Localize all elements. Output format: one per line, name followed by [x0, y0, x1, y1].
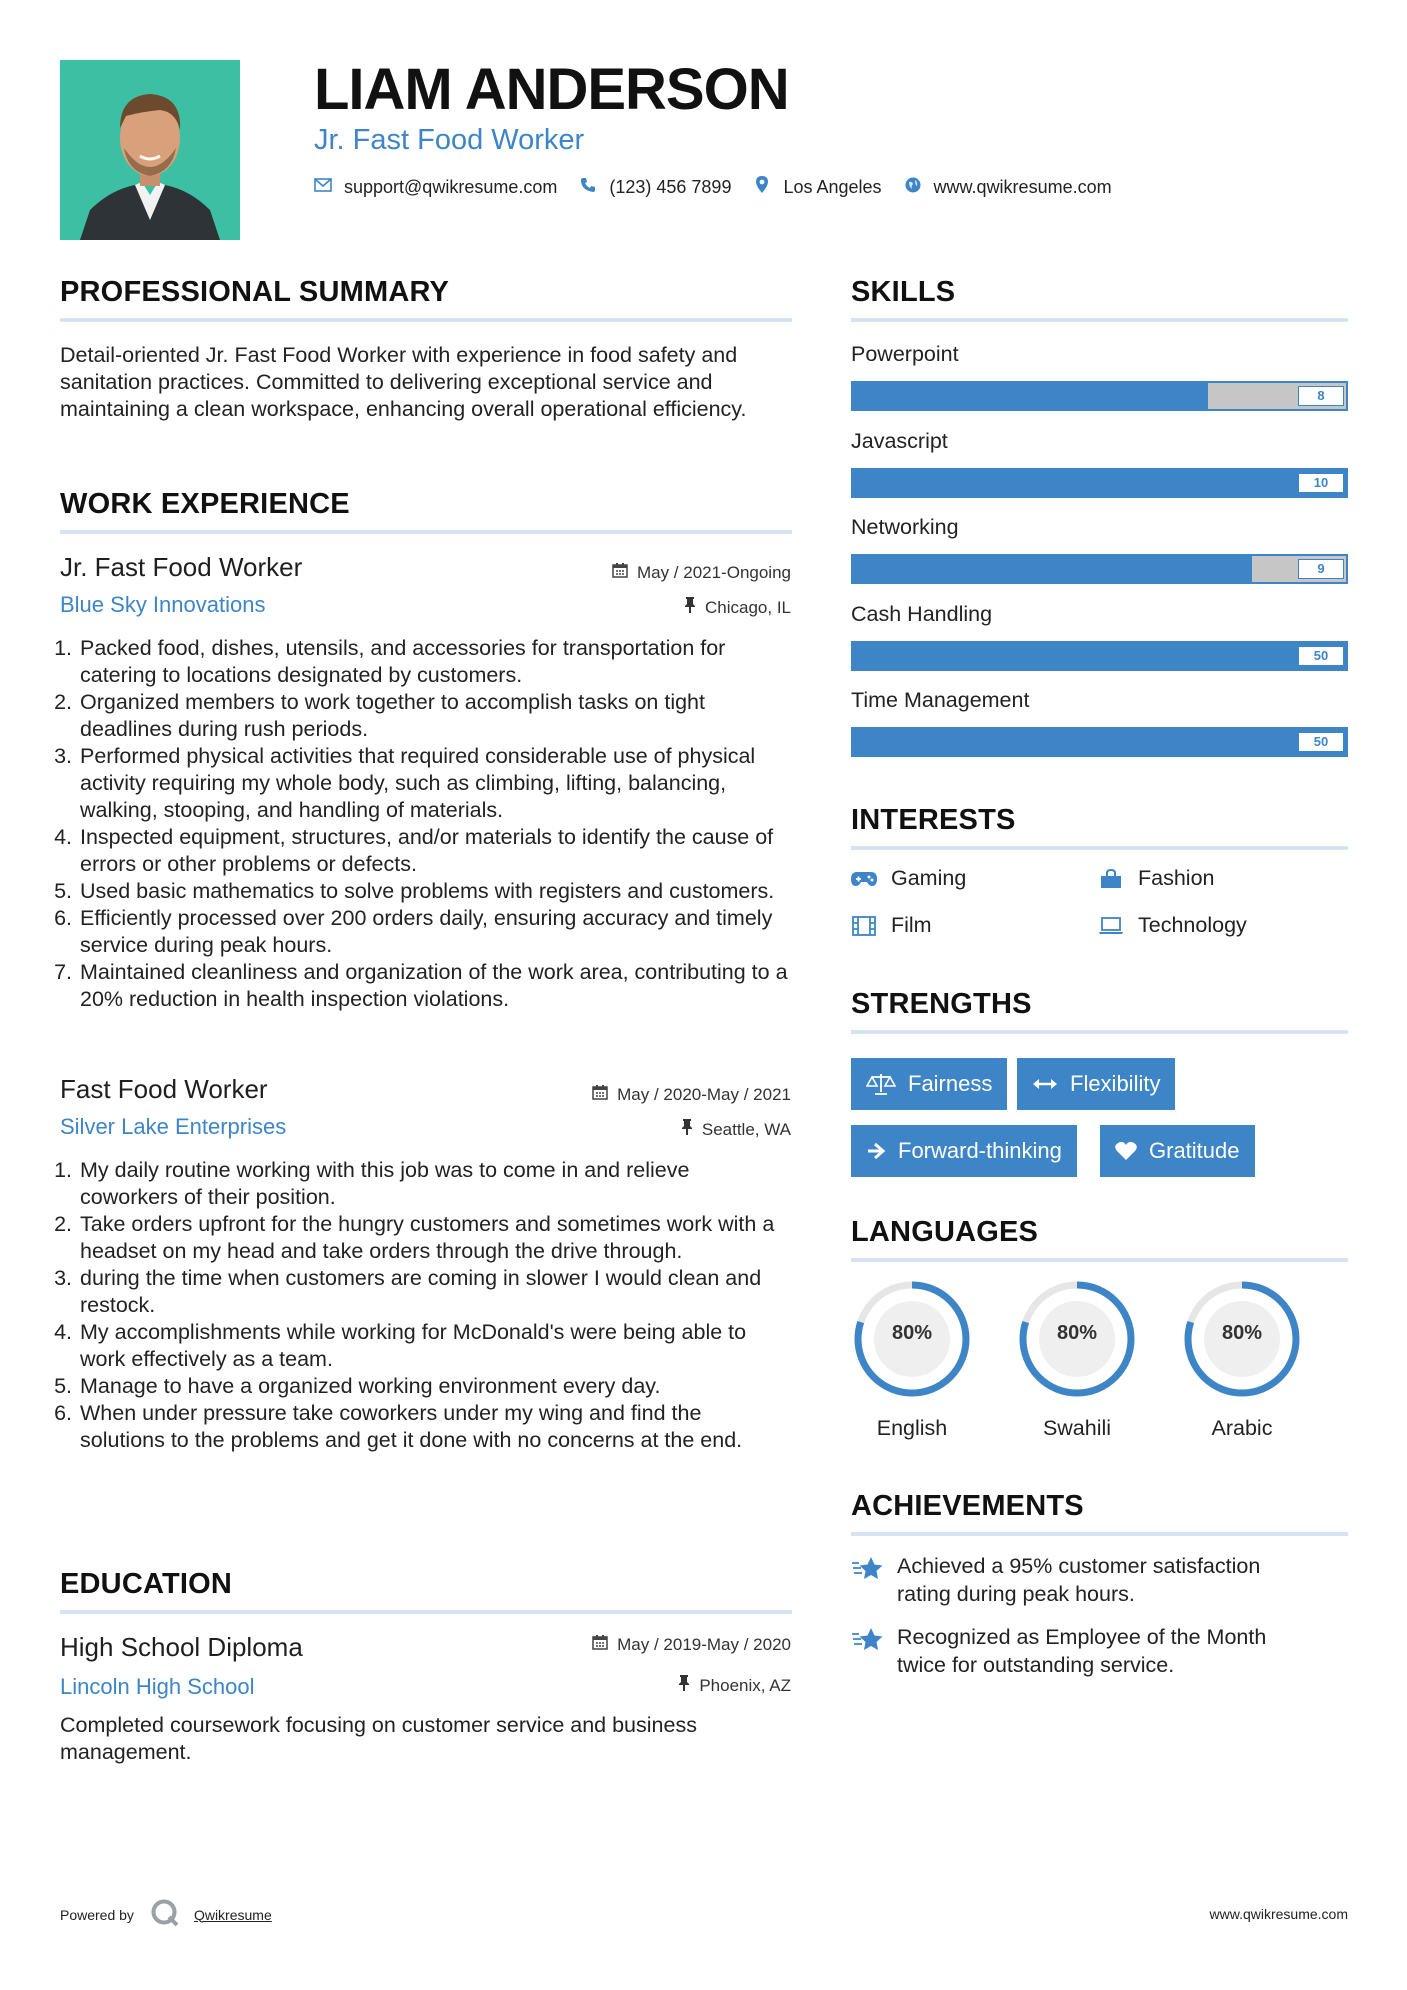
star-badge-icon [851, 1623, 885, 1679]
gamepad-icon [851, 871, 877, 887]
interests-divider [851, 846, 1348, 850]
skill-name: Javascript [851, 428, 948, 453]
language-name: English [876, 1416, 948, 1440]
contact-email-text: support@qwikresume.com [344, 176, 558, 197]
skill-name: Cash Handling [851, 601, 993, 626]
education-heading: EDUCATION [60, 1568, 233, 1600]
heart-icon [1115, 1141, 1137, 1161]
list-item: 1. Packed food, dishes, utensils, and accessories for transportation for catering to locations designated by customers. [78, 635, 790, 689]
achievement-item [851, 1623, 1311, 1679]
job-company: Silver Lake Enterprises [60, 1114, 287, 1139]
degree-title: High School Diploma [60, 1632, 303, 1662]
education-date [592, 1634, 791, 1655]
arrow-right-icon [866, 1142, 886, 1160]
job-bullets [60, 1157, 790, 1454]
language-name: Arabic [1211, 1416, 1273, 1440]
candidate-name: LIAM ANDERSON [314, 57, 789, 122]
job-title: Jr. Fast Food Worker [60, 552, 303, 582]
list-item: 2. Organized members to work together to accomplish tasks on tight deadlines during rush periods. [78, 689, 790, 743]
strength-tag-gratitude [1100, 1125, 1255, 1177]
interest-item-film [851, 913, 932, 938]
calendar-icon [592, 1634, 608, 1655]
list-item: 7. Maintained cleanliness and organization of the work area, contributing to a 20% reduction in health inspection violations. [78, 959, 790, 1013]
strength-label: Flexibility [1070, 1071, 1161, 1096]
list-item: 6. When under pressure take coworkers under my wing and find the solutions to the problems and get it done with no concerns at the end. [78, 1400, 790, 1454]
strengths-divider [851, 1030, 1348, 1034]
map-marker-icon [753, 176, 771, 198]
skill-bar [851, 554, 1348, 584]
job-date-text: May / 2020-May / 2021 [617, 1084, 791, 1104]
education-date-text: May / 2019-May / 2020 [617, 1634, 791, 1654]
skill-bar [851, 381, 1348, 411]
education-divider [60, 1610, 792, 1614]
strength-tag-fairness [851, 1058, 1007, 1110]
skill-level-badge: 8 [1298, 386, 1344, 406]
summary-heading: PROFESSIONAL SUMMARY [60, 276, 450, 308]
skill-level-badge: 10 [1298, 473, 1344, 493]
achievements-heading: ACHIEVEMENTS [851, 1490, 1084, 1522]
skill-bar [851, 641, 1348, 671]
achievement-item [851, 1552, 1311, 1608]
footer-website[interactable]: www.qwikresume.com [1209, 1906, 1348, 1922]
phone-icon [579, 177, 597, 198]
pushpin-icon [684, 597, 696, 618]
interests-heading: INTERESTS [851, 804, 1016, 836]
job-date [612, 562, 791, 583]
contact-phone[interactable] [579, 177, 731, 198]
star-badge-icon [851, 1552, 885, 1608]
list-item: 4. Inspected equipment, structures, and/or materials to identify the cause of errors or other problems or defects. [78, 824, 790, 878]
skill-bar-fill [853, 729, 1346, 755]
language-item [1181, 1278, 1303, 1441]
skill-bar-fill [853, 383, 1208, 409]
balance-scale-icon [866, 1073, 896, 1095]
powered-by-label: Powered by [60, 1906, 134, 1923]
strength-label: Fairness [908, 1071, 993, 1096]
list-item: 1. My daily routine working with this job was to come in and relieve coworkers of their position. [78, 1157, 790, 1211]
footer-powered-by [60, 1898, 272, 1931]
language-percent: 80% [891, 1322, 933, 1344]
list-item: 2. Take orders upfront for the hungry customers and sometimes work with a headset on my head and take orders through the drive through. [78, 1211, 790, 1265]
list-item: 3. during the time when customers are coming in slower I would clean and restock. [78, 1265, 790, 1319]
skill-bar [851, 727, 1348, 757]
skill-name: Time Management [851, 688, 1030, 712]
school-name: Lincoln High School [60, 1674, 255, 1699]
education-location-text: Phoenix, AZ [699, 1675, 791, 1695]
skill-bar-fill [853, 470, 1346, 496]
list-item: 3. Performed physical activities that required considerable use of physical activity requiring my whole body, such as climbing, lifting, balancing, walking, stooping, and handling of materials. [78, 743, 790, 824]
summary-divider [60, 318, 792, 322]
calendar-icon [612, 562, 628, 583]
skills-heading: SKILLS [851, 276, 956, 308]
pushpin-icon [681, 1119, 693, 1140]
contact-location-text: Los Angeles [783, 176, 882, 197]
contact-email[interactable] [314, 177, 557, 198]
list-item: 6. Efficiently processed over 200 orders daily, ensuring accuracy and timely service during peak hours. [78, 905, 790, 959]
job-location [681, 1119, 791, 1140]
interest-label: Technology [1138, 913, 1247, 937]
contact-location [753, 176, 881, 198]
contact-website[interactable] [904, 177, 1112, 198]
achievement-text: Recognized as Employee of the Month twice for outstanding service. [897, 1625, 1267, 1677]
arrows-horizontal-icon [1032, 1077, 1058, 1091]
achievements-divider [851, 1532, 1348, 1536]
skill-level-badge: 50 [1298, 732, 1344, 752]
pushpin-icon [678, 1675, 690, 1696]
interest-item-fashion [1098, 866, 1215, 891]
experience-heading: WORK EXPERIENCE [60, 488, 350, 520]
skill-bar-fill [853, 556, 1252, 582]
education-description: Completed coursework focusing on customer service and business management. [60, 1713, 697, 1764]
languages-heading: LANGUAGES [851, 1216, 1039, 1248]
qwikresume-link[interactable]: Qwikresume [193, 1906, 272, 1923]
contact-website-text: www.qwikresume.com [933, 176, 1112, 197]
list-item: 5. Used basic mathematics to solve problems with registers and customers. [78, 878, 790, 905]
language-name: Swahili [1042, 1416, 1112, 1440]
language-percent: 80% [1221, 1322, 1263, 1344]
shopping-bag-icon [1098, 869, 1124, 889]
skill-name: Powerpoint [851, 342, 959, 366]
job-date [592, 1084, 791, 1105]
languages-divider [851, 1258, 1348, 1262]
job-location [684, 597, 791, 618]
skill-bar-fill [853, 643, 1346, 669]
globe-icon [904, 177, 922, 198]
interest-label: Fashion [1138, 866, 1215, 890]
qwikresume-logo-icon [150, 1898, 180, 1931]
interest-label: Film [891, 913, 932, 937]
strength-label: Gratitude [1149, 1138, 1240, 1163]
job-title: Fast Food Worker [60, 1074, 268, 1104]
summary-text: Detail-oriented Jr. Fast Food Worker with experience in food safety and sanitation practices. Committed to delivering exceptional service and maintaining a clean workspace, enhancing overall operational efficiency. [60, 343, 747, 421]
interest-label: Gaming [891, 866, 967, 890]
skill-bar [851, 468, 1348, 498]
job-location-text: Seattle, WA [701, 1119, 791, 1139]
strengths-heading: STRENGTHS [851, 988, 1032, 1020]
education-location [678, 1675, 791, 1696]
strength-label: Forward-thinking [898, 1138, 1062, 1163]
job-location-text: Chicago, IL [705, 597, 791, 617]
job-date-text: May / 2021-Ongoing [636, 562, 791, 582]
language-item [851, 1278, 973, 1441]
candidate-role: Jr. Fast Food Worker [314, 124, 585, 156]
achievement-text: Achieved a 95% customer satisfaction rating during peak hours. [897, 1554, 1261, 1606]
language-percent: 80% [1056, 1322, 1098, 1344]
skill-name: Networking [851, 515, 959, 539]
job-bullets [60, 635, 790, 1013]
contact-phone-text: (123) 456 7899 [609, 176, 732, 197]
skill-level-badge: 50 [1298, 646, 1344, 666]
language-item [1016, 1278, 1138, 1441]
strength-tag-forward-thinking [851, 1125, 1077, 1177]
skills-divider [851, 318, 1348, 322]
calendar-icon [592, 1084, 608, 1105]
laptop-icon [1098, 917, 1124, 935]
job-company: Blue Sky Innovations [60, 592, 266, 617]
list-item: 5. Manage to have a organized working environment every day. [78, 1373, 790, 1400]
contact-bar [314, 176, 1134, 198]
profile-photo [60, 60, 240, 240]
strength-tag-flexibility [1017, 1058, 1175, 1110]
envelope-icon [314, 177, 332, 197]
interest-item-technology [1098, 913, 1247, 938]
skill-level-badge: 9 [1298, 559, 1344, 579]
list-item: 4. My accomplishments while working for McDonald's were being able to work effectively as a team. [78, 1319, 790, 1373]
experience-divider [60, 530, 792, 534]
film-icon [851, 916, 877, 936]
interest-item-gaming [851, 866, 966, 891]
